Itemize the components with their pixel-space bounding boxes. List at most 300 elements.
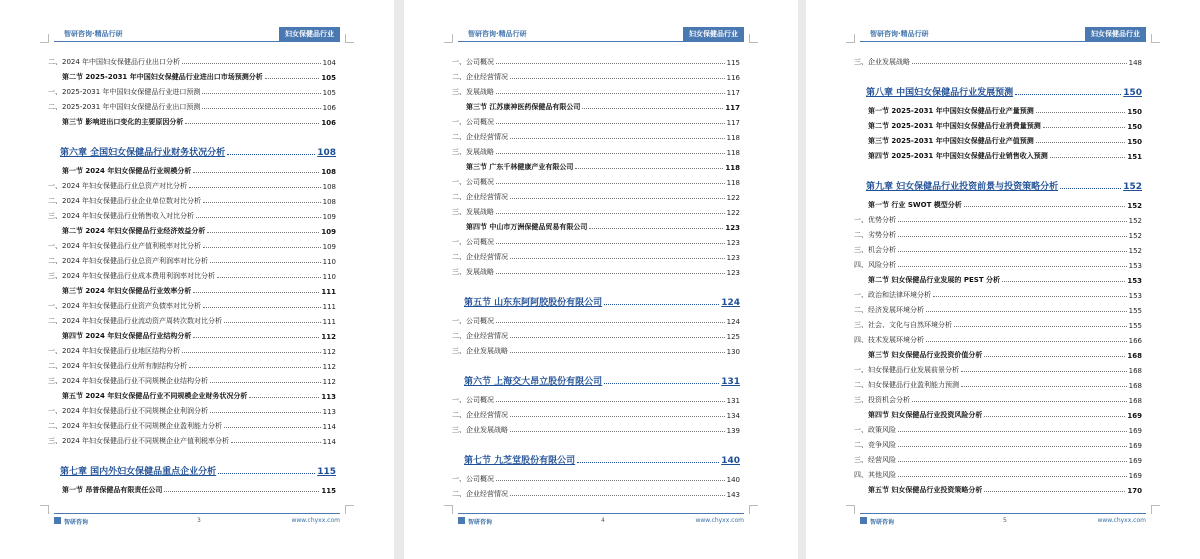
toc-dot-leader xyxy=(898,431,1127,432)
page-number: 5 xyxy=(1003,517,1007,524)
toc-subsection-link[interactable] xyxy=(48,52,336,67)
toc-dot-leader xyxy=(193,172,319,173)
toc-page-number: 123 xyxy=(726,269,740,277)
toc-subsection-link[interactable] xyxy=(854,52,1142,67)
toc-entry-title: 一、公司概况 xyxy=(452,238,494,246)
toc-entry-title: 第三节 妇女保健品行业投资价值分析 xyxy=(868,351,983,359)
toc-subsection-link[interactable] xyxy=(452,232,740,247)
toc-page-number: 170 xyxy=(1127,487,1142,495)
toc-entry-title: 第四节 2024 年妇女保健品行业结构分析 xyxy=(62,332,192,340)
toc-page-number: 110 xyxy=(322,273,336,281)
toc-subsection-link[interactable] xyxy=(452,311,740,326)
toc-page-number: 150 xyxy=(1127,123,1142,131)
toc-dot-leader xyxy=(984,491,1125,492)
toc-subsection-link[interactable] xyxy=(452,405,740,420)
toc-subsection-link[interactable] xyxy=(854,375,1142,390)
page-corner-mark xyxy=(749,34,758,43)
toc-entry-title: 第五节 妇女保健品行业投资策略分析 xyxy=(868,486,983,494)
toc-page-number: 115 xyxy=(317,467,336,477)
toc-dot-leader xyxy=(182,352,321,353)
toc-page-number: 169 xyxy=(1127,412,1142,420)
toc-entry-title: 三、2024 年妇女保健品行业销售收入对比分析 xyxy=(48,212,195,220)
toc-subsection-link[interactable] xyxy=(452,469,740,484)
toc-page-number: 168 xyxy=(1128,397,1142,405)
page-corner-mark xyxy=(846,34,855,43)
header-logo: 智研咨询·精品行研 xyxy=(468,30,527,38)
toc-entry-title: 第三节 2025-2031 年中国妇女保健品行业产值预测 xyxy=(868,137,1034,145)
toc-page-number: 169 xyxy=(1128,427,1142,435)
toc-dot-leader xyxy=(210,382,321,383)
toc-entry-title: 一、公司概况 xyxy=(452,178,494,186)
toc-subsection-link[interactable] xyxy=(452,82,740,97)
toc-dot-leader xyxy=(193,337,319,338)
toc-entry-title: 二、2025-2031 年中国妇女保健品行业出口预测 xyxy=(48,103,201,111)
toc-dot-leader xyxy=(1036,112,1126,113)
toc-entry-title: 一、2025-2031 年中国妇女保健品行业进口预测 xyxy=(48,88,201,96)
toc-section-link[interactable] xyxy=(854,101,1142,116)
toc-dot-leader xyxy=(510,337,725,338)
header-badge: 妇女保健品行业 xyxy=(1085,27,1146,41)
toc-dot-leader xyxy=(189,187,321,188)
toc-dot-leader xyxy=(496,273,725,274)
toc-page-number: 111 xyxy=(322,303,336,311)
toc-chapter-link[interactable] xyxy=(854,74,1142,98)
toc-subsection-link[interactable] xyxy=(854,225,1142,240)
toc-subsection-link[interactable] xyxy=(48,97,336,112)
toc-dot-leader xyxy=(510,431,725,432)
toc-dot-leader xyxy=(575,168,723,169)
toc-dot-leader xyxy=(496,123,725,124)
header-rule xyxy=(860,41,1146,42)
toc-entry-title: 一、公司概况 xyxy=(452,58,494,66)
toc-entry-title: 三、企业发展战略 xyxy=(452,347,508,355)
footer-logo-icon xyxy=(54,517,61,524)
toc-section-link[interactable] xyxy=(854,146,1142,161)
toc-subsection-link[interactable] xyxy=(854,315,1142,330)
toc-subsection-link[interactable] xyxy=(48,341,336,356)
toc-dot-leader xyxy=(207,232,319,233)
toc-page-number: 118 xyxy=(726,134,740,142)
toc-page-number: 122 xyxy=(726,194,740,202)
toc-subsection-link[interactable] xyxy=(48,431,336,446)
toc-page-number: 108 xyxy=(317,148,336,158)
toc-subsection-link[interactable] xyxy=(48,206,336,221)
toc-page-number: 148 xyxy=(1128,59,1142,67)
toc-dot-leader xyxy=(185,123,319,124)
toc-page-number: 109 xyxy=(322,213,336,221)
toc-subsection-link[interactable] xyxy=(48,251,336,266)
toc-dot-leader xyxy=(189,367,321,368)
toc-list xyxy=(854,52,1142,495)
toc-dot-leader xyxy=(496,213,725,214)
toc-subsection-link[interactable] xyxy=(854,285,1142,300)
toc-list xyxy=(452,52,740,499)
toc-subsection-link[interactable] xyxy=(452,187,740,202)
toc-page-number: 151 xyxy=(1127,153,1142,161)
toc-entry-title: 二、企业经营情况 xyxy=(452,253,508,261)
toc-dot-leader xyxy=(496,153,725,154)
toc-section-link[interactable] xyxy=(48,161,336,176)
toc-dot-leader xyxy=(510,138,725,139)
toc-dot-leader xyxy=(604,383,719,384)
toc-subsection-link[interactable] xyxy=(48,356,336,371)
toc-page-number: 168 xyxy=(1128,382,1142,390)
toc-dot-leader xyxy=(1015,94,1121,95)
toc-page-number: 143 xyxy=(726,491,740,499)
toc-subsection-link[interactable] xyxy=(854,435,1142,450)
toc-section-link[interactable] xyxy=(452,157,740,172)
toc-page-number: 110 xyxy=(322,258,336,266)
toc-dot-leader xyxy=(510,352,725,353)
toc-section-link[interactable] xyxy=(48,326,336,341)
page-header xyxy=(54,27,340,41)
toc-entry-title: 一、2024 年妇女保健品行业总资产对比分析 xyxy=(48,182,188,190)
document-page-5 xyxy=(806,0,1200,559)
toc-subsection-link[interactable] xyxy=(48,311,336,326)
toc-page-number: 131 xyxy=(726,397,740,405)
toc-subsection-link[interactable] xyxy=(452,420,740,435)
toc-entry-title: 第七节 九芝堂股份有限公司 xyxy=(464,456,576,466)
toc-page-number: 108 xyxy=(322,198,336,206)
toc-dot-leader xyxy=(1043,127,1126,128)
toc-entry-title: 二、企业经营情况 xyxy=(452,490,508,498)
header-badge: 妇女保健品行业 xyxy=(279,27,340,41)
toc-page-number: 150 xyxy=(1127,108,1142,116)
toc-entry-title: 第七章 国内外妇女保健品重点企业分析 xyxy=(60,467,217,477)
toc-entry-title: 二、2024 年妇女保健品行业所有制结构分析 xyxy=(48,362,188,370)
toc-page-number: 104 xyxy=(322,59,336,67)
toc-dot-leader xyxy=(577,462,719,463)
footer-url: www.chyxx.com xyxy=(695,517,744,524)
page-corner-mark xyxy=(846,505,855,514)
toc-entry-title: 二、2024 年妇女保健品行业流动资产周转次数对比分析 xyxy=(48,317,223,325)
toc-dot-leader xyxy=(510,78,725,79)
page-footer xyxy=(54,513,340,526)
toc-entry-title: 四、风险分析 xyxy=(854,261,896,269)
toc-entry-title: 第五节 山东东阿阿胶股份有限公司 xyxy=(464,298,603,308)
toc-section-link[interactable] xyxy=(854,345,1142,360)
toc-dot-leader xyxy=(496,401,725,402)
toc-section-link[interactable] xyxy=(48,386,336,401)
toc-page-number: 152 xyxy=(1127,202,1142,210)
toc-dot-leader xyxy=(1060,188,1121,189)
page-corner-mark xyxy=(40,34,49,43)
toc-page-number: 134 xyxy=(726,412,740,420)
page-corner-mark xyxy=(345,34,354,43)
toc-entry-title: 第三节 2024 年妇女保健品行业效率分析 xyxy=(62,287,192,295)
toc-entry-title: 二、妇女保健品行业盈利能力预测 xyxy=(854,381,959,389)
toc-subsection-link[interactable] xyxy=(48,191,336,206)
toc-page-number: 123 xyxy=(726,239,740,247)
toc-subsection-link[interactable] xyxy=(48,266,336,281)
toc-entry-title: 二、企业经营情况 xyxy=(452,332,508,340)
toc-page-number: 130 xyxy=(726,348,740,356)
toc-subsection-link[interactable] xyxy=(452,247,740,262)
toc-subsection-link[interactable] xyxy=(854,390,1142,405)
toc-dot-leader xyxy=(182,63,321,64)
toc-dot-leader xyxy=(926,341,1127,342)
toc-page-number: 123 xyxy=(726,254,740,262)
toc-dot-leader xyxy=(604,304,719,305)
footer-logo: 智研咨询 xyxy=(468,519,493,526)
toc-section-link[interactable] xyxy=(452,217,740,232)
toc-subsection-link[interactable] xyxy=(452,127,740,142)
toc-entry-title: 一、2024 年妇女保健品行业产值利税率对比分析 xyxy=(48,242,202,250)
toc-page-number: 124 xyxy=(721,298,740,308)
toc-dot-leader xyxy=(496,322,725,323)
toc-entry-title: 第四节 妇女保健品行业投资风险分析 xyxy=(868,411,983,419)
page-corner-mark xyxy=(444,34,453,43)
toc-page-number: 112 xyxy=(322,378,336,386)
toc-page-number: 118 xyxy=(726,179,740,187)
toc-entry-title: 第四节 中山市万洲保健品贸易有限公司 xyxy=(466,223,588,231)
page-corner-mark xyxy=(749,505,758,514)
toc-page-number: 153 xyxy=(1128,292,1142,300)
toc-dot-leader xyxy=(510,198,725,199)
toc-subsection-link[interactable] xyxy=(854,300,1142,315)
toc-page-number: 113 xyxy=(322,408,336,416)
toc-subsection-link[interactable] xyxy=(452,484,740,499)
toc-page-number: 153 xyxy=(1128,262,1142,270)
toc-entry-title: 三、经营风险 xyxy=(854,456,896,464)
toc-entry-title: 三、机会分析 xyxy=(854,246,896,254)
toc-dot-leader xyxy=(265,78,320,79)
toc-entry-title: 二、企业经营情况 xyxy=(452,193,508,201)
footer-url: www.chyxx.com xyxy=(291,517,340,524)
toc-dot-leader xyxy=(218,473,315,474)
toc-entry-title: 第二节 2025-2031 年中国妇女保健品行业进出口市场预测分析 xyxy=(62,73,263,81)
page-header xyxy=(860,27,1146,41)
toc-dot-leader xyxy=(954,326,1127,327)
toc-dot-leader xyxy=(202,108,320,109)
toc-entry-title: 二、劣势分析 xyxy=(854,231,896,239)
toc-page-number: 115 xyxy=(321,487,336,495)
toc-entry-title: 第五节 2024 年妇女保健品行业不同规模企业财务状况分析 xyxy=(62,392,248,400)
toc-entry-title: 第三节 江苏康神医药保健品有限公司 xyxy=(466,103,581,111)
toc-entry-title: 一、政治和法律环境分析 xyxy=(854,291,931,299)
toc-entry-title: 一、2024 年妇女保健品行业资产负债率对比分析 xyxy=(48,302,202,310)
toc-subsection-link[interactable] xyxy=(854,330,1142,345)
document-page-3 xyxy=(0,0,394,559)
document-page-4 xyxy=(404,0,798,559)
page-footer xyxy=(860,513,1146,526)
toc-entry-title: 三、投资机会分析 xyxy=(854,396,910,404)
toc-dot-leader xyxy=(249,397,319,398)
toc-subsection-link[interactable] xyxy=(854,240,1142,255)
toc-page-number: 169 xyxy=(1128,457,1142,465)
toc-entry-title: 三、企业发展战略 xyxy=(854,58,910,66)
toc-page-number: 140 xyxy=(726,476,740,484)
toc-subsection-link[interactable] xyxy=(48,236,336,251)
toc-section-link[interactable] xyxy=(48,221,336,236)
toc-dot-leader xyxy=(898,221,1127,222)
toc-chapter-link[interactable] xyxy=(452,284,740,308)
toc-page-number: 105 xyxy=(322,89,336,97)
toc-chapter-link[interactable] xyxy=(452,363,740,387)
toc-subsection-link[interactable] xyxy=(854,210,1142,225)
toc-subsection-link[interactable] xyxy=(48,371,336,386)
toc-subsection-link[interactable] xyxy=(854,360,1142,375)
toc-subsection-link[interactable] xyxy=(48,401,336,416)
toc-dot-leader xyxy=(898,266,1127,267)
toc-entry-title: 第二节 妇女保健品行业发展的 PEST 分析 xyxy=(868,276,1001,284)
toc-section-link[interactable] xyxy=(854,480,1142,495)
toc-dot-leader xyxy=(496,93,725,94)
toc-entry-title: 四、其他风险 xyxy=(854,471,896,479)
toc-page-number: 155 xyxy=(1128,322,1142,330)
toc-subsection-link[interactable] xyxy=(854,420,1142,435)
toc-page-number: 114 xyxy=(322,423,336,431)
toc-dot-leader xyxy=(898,446,1127,447)
toc-subsection-link[interactable] xyxy=(48,296,336,311)
page-number: 3 xyxy=(197,517,201,524)
toc-dot-leader xyxy=(1036,142,1126,143)
toc-dot-leader xyxy=(1002,281,1125,282)
toc-subsection-link[interactable] xyxy=(452,52,740,67)
toc-dot-leader xyxy=(496,63,725,64)
toc-dot-leader xyxy=(912,63,1127,64)
toc-chapter-link[interactable] xyxy=(452,442,740,466)
toc-subsection-link[interactable] xyxy=(854,450,1142,465)
toc-chapter-link[interactable] xyxy=(48,134,336,158)
toc-entry-title: 一、2024 年妇女保健品行业不同规模企业利润分析 xyxy=(48,407,209,415)
toc-entry-title: 第二节 2024 年妇女保健品行业经济效益分析 xyxy=(62,227,206,235)
toc-page-number: 108 xyxy=(321,168,336,176)
toc-subsection-link[interactable] xyxy=(854,255,1142,270)
page-corner-mark xyxy=(1151,505,1160,514)
footer-logo-icon xyxy=(458,517,465,524)
toc-subsection-link[interactable] xyxy=(452,326,740,341)
page-corner-mark xyxy=(1151,34,1160,43)
toc-dot-leader xyxy=(210,412,321,413)
toc-subsection-link[interactable] xyxy=(48,82,336,97)
toc-section-link[interactable] xyxy=(854,131,1142,146)
toc-page-number: 112 xyxy=(322,363,336,371)
toc-entry-title: 一、妇女保健品行业发展前景分析 xyxy=(854,366,959,374)
toc-dot-leader xyxy=(898,461,1127,462)
toc-page-number: 152 xyxy=(1128,247,1142,255)
toc-page-number: 125 xyxy=(726,333,740,341)
toc-section-link[interactable] xyxy=(854,116,1142,131)
toc-dot-leader xyxy=(898,476,1127,477)
toc-subsection-link[interactable] xyxy=(452,112,740,127)
toc-section-link[interactable] xyxy=(854,195,1142,210)
toc-page-number: 109 xyxy=(321,228,336,236)
toc-entry-title: 第九章 妇女保健品行业投资前景与投资策略分析 xyxy=(866,182,1059,192)
toc-section-link[interactable] xyxy=(452,97,740,112)
page-footer xyxy=(458,513,744,526)
toc-entry-title: 二、经济发展环境分析 xyxy=(854,306,924,314)
toc-entry-title: 三、2024 年妇女保健品行业成本费用利润率对比分析 xyxy=(48,272,216,280)
toc-page-number: 131 xyxy=(721,377,740,387)
page-corner-mark xyxy=(444,505,453,514)
header-rule xyxy=(54,41,340,42)
toc-dot-leader xyxy=(203,202,321,203)
header-logo: 智研咨询·精品行研 xyxy=(870,30,929,38)
toc-entry-title: 一、2024 年妇女保健品行业地区结构分析 xyxy=(48,347,181,355)
toc-page-number: 169 xyxy=(1128,442,1142,450)
page-corner-mark xyxy=(40,505,49,514)
toc-dot-leader xyxy=(196,217,321,218)
toc-subsection-link[interactable] xyxy=(452,67,740,82)
toc-subsection-link[interactable] xyxy=(48,416,336,431)
toc-subsection-link[interactable] xyxy=(48,176,336,191)
toc-entry-title: 四、技术发展环境分析 xyxy=(854,336,924,344)
toc-dot-leader xyxy=(898,236,1127,237)
page-number: 4 xyxy=(601,517,605,524)
toc-page-number: 111 xyxy=(321,288,336,296)
toc-subsection-link[interactable] xyxy=(854,465,1142,480)
toc-entry-title: 第一节 2024 年妇女保健品行业规模分析 xyxy=(62,167,192,175)
toc-entry-title: 一、公司概况 xyxy=(452,317,494,325)
toc-subsection-link[interactable] xyxy=(452,341,740,356)
toc-page-number: 123 xyxy=(725,224,740,232)
toc-subsection-link[interactable] xyxy=(452,390,740,405)
toc-entry-title: 三、2024 年妇女保健品行业不同规模企业结构分析 xyxy=(48,377,209,385)
toc-dot-leader xyxy=(912,401,1127,402)
toc-subsection-link[interactable] xyxy=(452,172,740,187)
toc-page-number: 111 xyxy=(322,318,336,326)
toc-entry-title: 第三节 广东千林健康产业有限公司 xyxy=(466,163,574,171)
toc-dot-leader xyxy=(961,386,1127,387)
toc-dot-leader xyxy=(203,247,321,248)
toc-entry-title: 第一节 2025-2031 年中国妇女保健品行业产量预测 xyxy=(868,107,1034,115)
toc-page-number: 152 xyxy=(1128,232,1142,240)
toc-subsection-link[interactable] xyxy=(452,202,740,217)
toc-page-number: 117 xyxy=(726,119,740,127)
toc-section-link[interactable] xyxy=(48,281,336,296)
toc-entry-title: 一、政策风险 xyxy=(854,426,896,434)
toc-dot-leader xyxy=(1050,157,1126,158)
toc-dot-leader xyxy=(926,311,1127,312)
toc-entry-title: 三、2024 年妇女保健品行业不同规模企业产值利税率分析 xyxy=(48,437,230,445)
toc-dot-leader xyxy=(164,491,319,492)
toc-dot-leader xyxy=(510,258,725,259)
toc-section-link[interactable] xyxy=(48,112,336,127)
toc-entry-title: 二、2024 年中国妇女保健品行业出口分析 xyxy=(48,58,181,66)
toc-entry-title: 第六章 全国妇女保健品行业财务状况分析 xyxy=(60,148,226,158)
toc-entry-title: 三、发展战略 xyxy=(452,88,494,96)
toc-chapter-link[interactable] xyxy=(854,168,1142,192)
toc-section-link[interactable] xyxy=(854,405,1142,420)
toc-entry-title: 第八章 中国妇女保健品行业发展预测 xyxy=(866,88,1014,98)
toc-section-link[interactable] xyxy=(854,270,1142,285)
toc-section-link[interactable] xyxy=(48,480,336,495)
toc-page-number: 166 xyxy=(1128,337,1142,345)
toc-dot-leader xyxy=(224,427,321,428)
toc-page-number: 168 xyxy=(1127,352,1142,360)
toc-page-number: 112 xyxy=(321,333,336,341)
toc-entry-title: 第四节 2025-2031 年中国妇女保健品行业销售收入预测 xyxy=(868,152,1048,160)
header-badge: 妇女保健品行业 xyxy=(683,27,744,41)
toc-dot-leader xyxy=(193,292,319,293)
footer-logo: 智研咨询 xyxy=(870,519,895,526)
toc-dot-leader xyxy=(231,442,321,443)
toc-dot-leader xyxy=(203,307,321,308)
toc-entry-title: 第三节 影响进出口变化的主要原因分析 xyxy=(62,118,184,126)
toc-dot-leader xyxy=(582,108,723,109)
toc-entry-title: 二、2024 年妇女保健品行业企业单位数对比分析 xyxy=(48,197,202,205)
toc-chapter-link[interactable] xyxy=(48,453,336,477)
footer-logo: 智研咨询 xyxy=(64,519,89,526)
toc-entry-title: 二、企业经营情况 xyxy=(452,411,508,419)
toc-dot-leader xyxy=(961,371,1127,372)
footer-logo-icon xyxy=(860,517,867,524)
toc-entry-title: 第六节 上海交大昂立股份有限公司 xyxy=(464,377,603,387)
toc-section-link[interactable] xyxy=(48,67,336,82)
toc-subsection-link[interactable] xyxy=(452,262,740,277)
toc-subsection-link[interactable] xyxy=(452,142,740,157)
